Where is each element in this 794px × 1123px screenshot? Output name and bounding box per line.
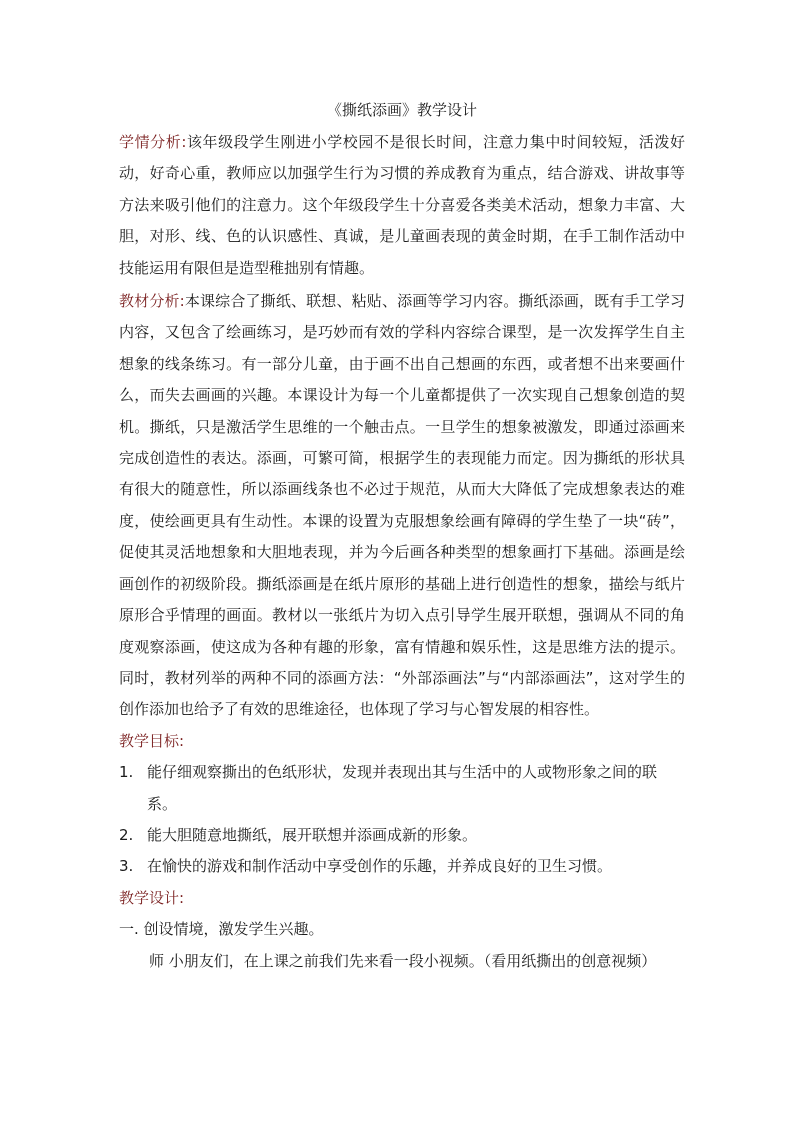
- material-analysis-text: 本课综合了撕纸、联想、粘贴、添画等学习内容。撕纸添画，既有手工学习内容，又包含了绘画练习，是巧妙而有效的学科内容综合课型，是一次发挥学生自主想象的线条练习。有一部分儿童，由于画不出自己想画的东西，或者想不出来要画什么，而失去画画的兴趣。本课设计为每一个儿童都提供了一次实现自己想象创造的契机。撕纸，只是激活学生思维的一个触击点。一旦学生的想象被激发，即通过添画来完成创造性的表达。添画，可繁可简，根据学生的表现能力而定。因为撕纸的形状具有很大的随意性，所以添画线条也不必过于规范，从而大大降低了完成想象表达的难度，使绘画更具有生动性。本课的设置为克服想象绘画有障碍的学生垫了一块“砖”，促使其灵活地想象和大胆地表现，并为今后画各种类型的想象画打下基础。添画是绘画创作的初级阶段。撕纸添画是在纸片原形的基础上进行创造性的想象，描绘与纸片原形合乎情理的画面。教材以一张纸片为切入点引导学生展开联想，强调从不同的角度观察添画，使这成为各种有趣的形象，富有情趣和娱乐性，这是思维方法的提示。同时，教材列举的两种不同的添画方法：“外部添画法”与“内部添画法”，这对学生的创作添加也给予了有效的思维途径，也体现了学习与心智发展的相容性。: [119, 292, 685, 719]
- goal-number: 1.: [119, 763, 134, 782]
- document-title: 《撕纸添画》教学设计: [326, 101, 477, 119]
- goal-item-3: [119, 851, 685, 882]
- teaching-design-heading: 教学设计:: [119, 888, 185, 907]
- material-analysis-label: 教材分析:: [119, 292, 185, 311]
- teaching-goals-heading: 教学目标:: [119, 731, 185, 750]
- goal-text: 在愉快的游戏和制作活动中享受创作的乐趣，并养成良好的卫生习惯。: [147, 857, 613, 876]
- goal-text: 能大胆随意地撕纸，展开联想并添画成新的形象。: [147, 825, 478, 844]
- goal-item-1: [119, 757, 685, 820]
- document-page: [119, 96, 685, 977]
- goal-text: 能仔细观察撕出的色纸形状，发现并表现出其与生活中的人或物形象之间的联系。: [147, 763, 658, 813]
- student-analysis-text: 该年级段学生刚进小学校园不是很长时间，注意力集中时间较短，活泼好动，好奇心重，教师应以加强学生行为习惯的养成教育为重点，结合游戏、讲故事等方法来吸引他们的注意力。这个年级段学生十分喜爱各类美术活动，想象力丰富、大胆，对形、线、色的认识感性、真诚，是儿童画表现的黄金时期，在手工制作活动中技能运用有限但是造型稚拙别有情趣。: [119, 133, 685, 277]
- goal-number: 2.: [119, 825, 134, 844]
- student-analysis-label: 学情分析:: [119, 133, 187, 151]
- teacher-line: 师 小朋友们，在上课之前我们先来看一段小视频。（看用纸撕出的创意视频）: [149, 951, 657, 970]
- goal-number: 3.: [119, 857, 134, 876]
- student-analysis-paragraph: [119, 127, 685, 284]
- design-step-1: 一. 创设情境，激发学生兴趣。: [119, 920, 324, 939]
- goal-item-2: [119, 820, 685, 851]
- material-analysis-paragraph: [119, 286, 685, 726]
